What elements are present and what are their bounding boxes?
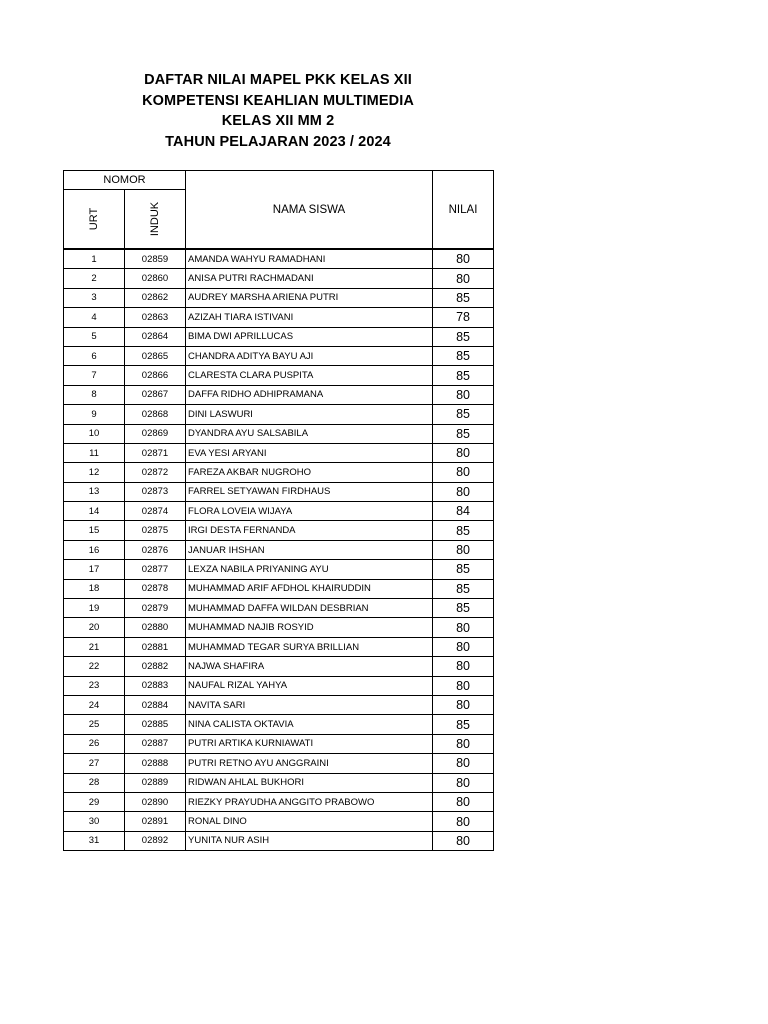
- table-row: [64, 521, 494, 540]
- header-induk: INDUK: [149, 201, 162, 237]
- row-urt: 18: [64, 579, 125, 598]
- row-induk: 02891: [125, 812, 186, 831]
- table-row: [64, 754, 494, 773]
- table-row: [64, 560, 494, 579]
- row-nama-siswa: IRGI DESTA FERNANDA: [186, 521, 433, 540]
- row-nilai: 80: [433, 443, 494, 462]
- row-nama-siswa: LEXZA NABILA PRIYANING AYU: [186, 560, 433, 579]
- row-induk: 02867: [125, 385, 186, 404]
- row-urt: 13: [64, 482, 125, 501]
- row-nama-siswa: NINA CALISTA OKTAVIA: [186, 715, 433, 734]
- table-row: [64, 715, 494, 734]
- row-nilai: 84: [433, 502, 494, 521]
- row-urt: 14: [64, 502, 125, 521]
- row-urt: 3: [64, 288, 125, 307]
- table-row: [64, 288, 494, 307]
- row-nama-siswa: CLARESTA CLARA PUSPITA: [186, 366, 433, 385]
- row-nama-siswa: AUDREY MARSHA ARIENA PUTRI: [186, 288, 433, 307]
- row-induk: 02890: [125, 792, 186, 811]
- row-nama-siswa: RIEZKY PRAYUDHA ANGGITO PRABOWO: [186, 792, 433, 811]
- row-urt: 31: [64, 831, 125, 850]
- row-nilai: 85: [433, 715, 494, 734]
- row-induk: 02869: [125, 424, 186, 443]
- row-nama-siswa: YUNITA NUR ASIH: [186, 831, 433, 850]
- row-urt: 24: [64, 695, 125, 714]
- row-urt: 8: [64, 385, 125, 404]
- row-induk: 02874: [125, 502, 186, 521]
- row-nama-siswa: FAREZA AKBAR NUGROHO: [186, 463, 433, 482]
- row-induk: 02868: [125, 405, 186, 424]
- table-row: [64, 599, 494, 618]
- row-induk: 02871: [125, 443, 186, 462]
- table-row: [64, 482, 494, 501]
- row-nama-siswa: ANISA PUTRI RACHMADANI: [186, 269, 433, 288]
- table-row: [64, 618, 494, 637]
- row-induk: 02876: [125, 540, 186, 559]
- table-row: [64, 792, 494, 811]
- grade-table: [63, 170, 494, 851]
- row-induk: 02878: [125, 579, 186, 598]
- row-induk: 02875: [125, 521, 186, 540]
- table-row: [64, 831, 494, 850]
- row-induk: 02889: [125, 773, 186, 792]
- row-urt: 29: [64, 792, 125, 811]
- row-urt: 11: [64, 443, 125, 462]
- title-line-4: TAHUN PELAJARAN 2023 / 2024: [165, 133, 391, 150]
- row-nama-siswa: AZIZAH TIARA ISTIVANI: [186, 308, 433, 327]
- row-urt: 4: [64, 308, 125, 327]
- row-urt: 10: [64, 424, 125, 443]
- row-nilai: 80: [433, 269, 494, 288]
- header-nilai: NILAI: [433, 171, 494, 250]
- row-nama-siswa: MUHAMMAD DAFFA WILDAN DESBRIAN: [186, 599, 433, 618]
- table-row: [64, 366, 494, 385]
- row-urt: 5: [64, 327, 125, 346]
- row-nama-siswa: RIDWAN AHLAL BUKHORI: [186, 773, 433, 792]
- row-urt: 9: [64, 405, 125, 424]
- table-row: [64, 424, 494, 443]
- row-induk: 02888: [125, 754, 186, 773]
- row-nama-siswa: JANUAR IHSHAN: [186, 540, 433, 559]
- row-nilai: 80: [433, 695, 494, 714]
- row-nilai: 85: [433, 560, 494, 579]
- row-induk: 02887: [125, 734, 186, 753]
- row-urt: 1: [64, 249, 125, 269]
- table-row: [64, 443, 494, 462]
- row-nilai: 80: [433, 385, 494, 404]
- row-nilai: 85: [433, 579, 494, 598]
- row-nama-siswa: FLORA LOVEIA WIJAYA: [186, 502, 433, 521]
- table-row: [64, 773, 494, 792]
- row-nilai: 78: [433, 308, 494, 327]
- row-induk: 02862: [125, 288, 186, 307]
- row-nama-siswa: MUHAMMAD ARIF AFDHOL KHAIRUDDIN: [186, 579, 433, 598]
- row-induk: 02877: [125, 560, 186, 579]
- row-nama-siswa: FARREL SETYAWAN FIRDHAUS: [186, 482, 433, 501]
- row-nilai: 80: [433, 792, 494, 811]
- row-induk: 02892: [125, 831, 186, 850]
- title-line-1: DAFTAR NILAI MAPEL PKK KELAS XII: [144, 72, 412, 88]
- table-row: [64, 249, 494, 269]
- header-urt: URT: [87, 207, 100, 231]
- table-row: [64, 405, 494, 424]
- row-induk: 02880: [125, 618, 186, 637]
- row-nilai: 85: [433, 599, 494, 618]
- table-row: [64, 734, 494, 753]
- row-urt: 26: [64, 734, 125, 753]
- row-induk: 02879: [125, 599, 186, 618]
- table-row: [64, 579, 494, 598]
- row-nilai: 85: [433, 366, 494, 385]
- table-row: [64, 676, 494, 695]
- row-urt: 20: [64, 618, 125, 637]
- header-induk-cell: [125, 190, 186, 250]
- row-nilai: 80: [433, 463, 494, 482]
- row-induk: 02872: [125, 463, 186, 482]
- table-row: [64, 327, 494, 346]
- row-urt: 21: [64, 637, 125, 656]
- title-line-3: KELAS XII MM 2: [221, 113, 335, 129]
- row-nilai: 80: [433, 482, 494, 501]
- row-nama-siswa: DINI LASWURI: [186, 405, 433, 424]
- table-row: [64, 695, 494, 714]
- row-induk: 02864: [125, 327, 186, 346]
- row-induk: 02873: [125, 482, 186, 501]
- table-row: [64, 540, 494, 559]
- table-row: [64, 385, 494, 404]
- table-row: [64, 308, 494, 327]
- table-body: [64, 249, 494, 851]
- header-nomor: NOMOR: [64, 171, 186, 190]
- row-nama-siswa: MUHAMMAD NAJIB ROSYID: [186, 618, 433, 637]
- row-induk: 02866: [125, 366, 186, 385]
- row-nilai: 85: [433, 327, 494, 346]
- row-nama-siswa: NAJWA SHAFIRA: [186, 657, 433, 676]
- row-urt: 2: [64, 269, 125, 288]
- row-nama-siswa: AMANDA WAHYU RAMADHANI: [186, 249, 433, 269]
- row-nilai: 80: [433, 249, 494, 269]
- row-urt: 15: [64, 521, 125, 540]
- row-nama-siswa: MUHAMMAD TEGAR SURYA BRILLIAN: [186, 637, 433, 656]
- row-induk: 02883: [125, 676, 186, 695]
- row-urt: 23: [64, 676, 125, 695]
- row-nilai: 80: [433, 812, 494, 831]
- table-row: [64, 812, 494, 831]
- row-nama-siswa: DAFFA RIDHO ADHIPRAMANA: [186, 385, 433, 404]
- row-induk: 02865: [125, 346, 186, 365]
- row-nilai: 80: [433, 676, 494, 695]
- row-nama-siswa: NAVITA SARI: [186, 695, 433, 714]
- row-urt: 30: [64, 812, 125, 831]
- row-nilai: 80: [433, 657, 494, 676]
- header-nama-siswa: NAMA SISWA: [186, 171, 433, 250]
- table-row: [64, 657, 494, 676]
- row-induk: 02884: [125, 695, 186, 714]
- row-urt: 16: [64, 540, 125, 559]
- row-urt: 28: [64, 773, 125, 792]
- table-row: [64, 502, 494, 521]
- row-nama-siswa: EVA YESI ARYANI: [186, 443, 433, 462]
- row-urt: 27: [64, 754, 125, 773]
- row-nilai: 80: [433, 831, 494, 850]
- row-urt: 19: [64, 599, 125, 618]
- row-urt: 25: [64, 715, 125, 734]
- row-nilai: 85: [433, 288, 494, 307]
- row-urt: 7: [64, 366, 125, 385]
- row-nilai: 85: [433, 424, 494, 443]
- row-induk: 02859: [125, 249, 186, 269]
- table-row: [64, 269, 494, 288]
- row-urt: 22: [64, 657, 125, 676]
- row-nama-siswa: PUTRI RETNO AYU ANGGRAINI: [186, 754, 433, 773]
- row-nama-siswa: NAUFAL RIZAL YAHYA: [186, 676, 433, 695]
- row-nama-siswa: RONAL DINO: [186, 812, 433, 831]
- row-nilai: 80: [433, 618, 494, 637]
- row-nilai: 80: [433, 734, 494, 753]
- row-induk: 02860: [125, 269, 186, 288]
- row-urt: 6: [64, 346, 125, 365]
- row-nama-siswa: CHANDRA ADITYA BAYU AJI: [186, 346, 433, 365]
- row-nilai: 85: [433, 521, 494, 540]
- row-nama-siswa: DYANDRA AYU SALSABILA: [186, 424, 433, 443]
- row-nilai: 80: [433, 773, 494, 792]
- row-nilai: 80: [433, 754, 494, 773]
- row-induk: 02881: [125, 637, 186, 656]
- row-urt: 12: [64, 463, 125, 482]
- table-row: [64, 463, 494, 482]
- row-nama-siswa: PUTRI ARTIKA KURNIAWATI: [186, 734, 433, 753]
- title-line-2: KOMPETENSI KEAHLIAN MULTIMEDIA: [142, 92, 414, 109]
- header-urt-cell: [64, 190, 125, 250]
- row-nama-siswa: BIMA DWI APRILLUCAS: [186, 327, 433, 346]
- row-nilai: 85: [433, 346, 494, 365]
- row-induk: 02863: [125, 308, 186, 327]
- row-nilai: 85: [433, 405, 494, 424]
- row-urt: 17: [64, 560, 125, 579]
- row-induk: 02882: [125, 657, 186, 676]
- table-row: [64, 637, 494, 656]
- row-nilai: 80: [433, 540, 494, 559]
- table-row: [64, 346, 494, 365]
- document-title: [63, 70, 493, 152]
- row-nilai: 80: [433, 637, 494, 656]
- row-induk: 02885: [125, 715, 186, 734]
